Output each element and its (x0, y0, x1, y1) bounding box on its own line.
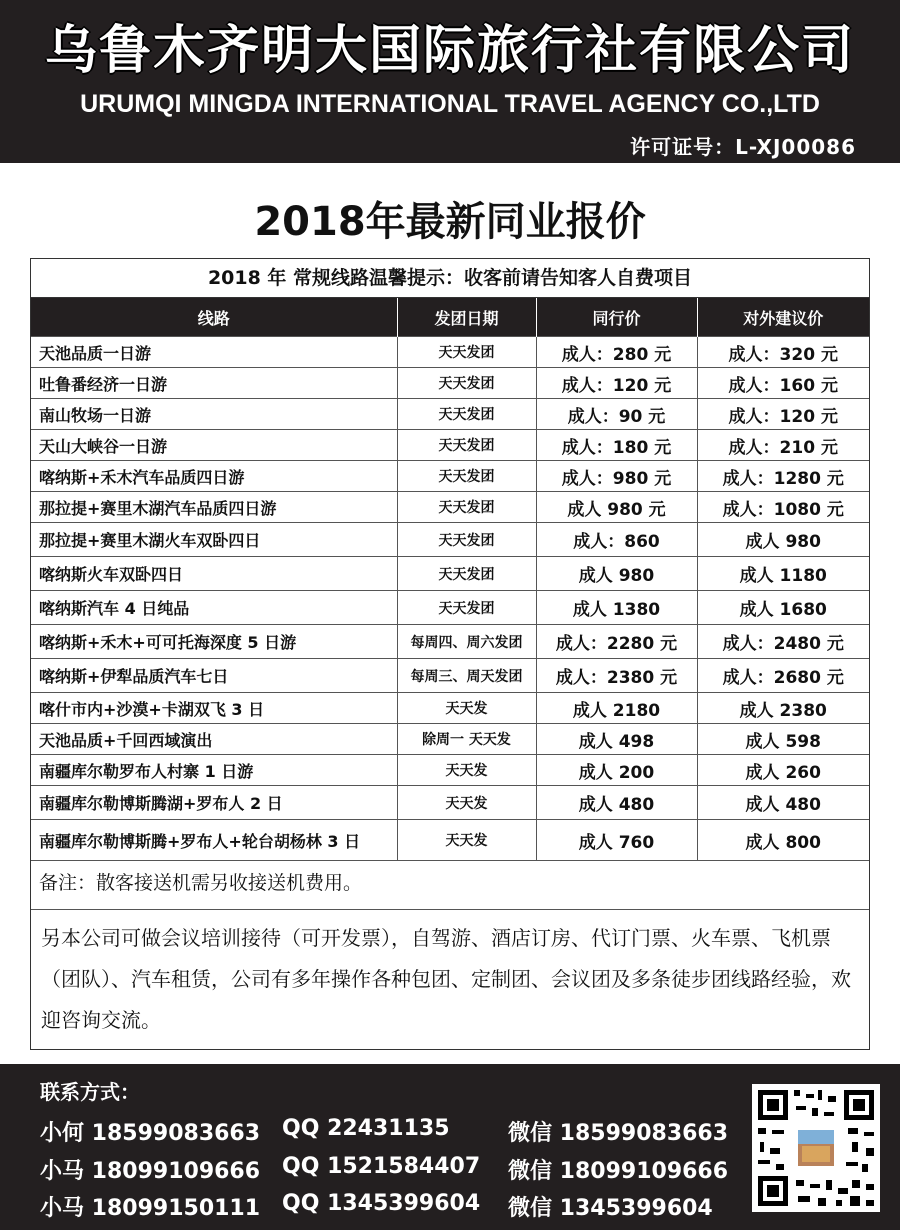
contact-wechat: 微信 18099109666 (508, 1159, 729, 1184)
peer-price-cell: 成人：2280 元 (536, 625, 697, 659)
retail-price-cell: 成人 480 (697, 786, 869, 820)
qr-code-graphic (752, 1084, 880, 1212)
table-row (31, 461, 869, 492)
header-date: 发团日期 (397, 298, 536, 337)
route-cell: 南山牧场一日游 (31, 399, 397, 430)
table-row (31, 755, 869, 786)
contact-qq: QQ 1521584407 (282, 1154, 481, 1179)
retail-price-cell: 成人 1680 (697, 591, 869, 625)
contact-heading: 联系方式： (40, 1080, 140, 1104)
date-cell: 天天发团 (397, 368, 536, 399)
route-cell: 南疆库尔勒博斯腾湖+罗布人 2 日 (31, 786, 397, 820)
retail-price-cell: 成人 260 (697, 755, 869, 786)
route-cell: 天池品质+千回西域演出 (31, 724, 397, 755)
date-cell: 天天发团 (397, 591, 536, 625)
date-cell: 每周三、周天发团 (397, 659, 536, 693)
pickup-note: 备注：散客接送机需另收接送机费用。 (31, 860, 869, 909)
date-cell: 天天发团 (397, 523, 536, 557)
table-row (31, 591, 869, 625)
peer-price-cell: 成人 498 (536, 724, 697, 755)
contact-wechat: 微信 1345399604 (508, 1196, 713, 1221)
retail-price-cell: 成人 980 (697, 523, 869, 557)
table-row (31, 693, 869, 724)
route-cell: 吐鲁番经济一日游 (31, 368, 397, 399)
peer-price-cell: 成人：860 (536, 523, 697, 557)
table-row (31, 786, 869, 820)
qr-code-icon (752, 1084, 880, 1212)
table-row (31, 337, 869, 368)
price-table (31, 298, 869, 860)
retail-price-cell: 成人：1280 元 (697, 461, 869, 492)
retail-price-cell: 成人：2480 元 (697, 625, 869, 659)
date-cell: 天天发团 (397, 461, 536, 492)
date-cell: 天天发 (397, 755, 536, 786)
route-cell: 喀纳斯+禾木汽车品质四日游 (31, 461, 397, 492)
date-cell: 天天发 (397, 820, 536, 861)
table-row (31, 659, 869, 693)
table-row (31, 368, 869, 399)
table-row (31, 430, 869, 461)
header-retail-price: 对外建议价 (697, 298, 869, 337)
peer-price-cell: 成人：180 元 (536, 430, 697, 461)
table-row (31, 557, 869, 591)
page-title: 2018年最新同业报价 (254, 199, 646, 245)
route-cell: 喀纳斯火车双卧四日 (31, 557, 397, 591)
header-banner (0, 0, 900, 163)
table-row (31, 399, 869, 430)
route-cell: 南疆库尔勒博斯腾+罗布人+轮台胡杨林 3 日 (31, 820, 397, 861)
route-cell: 天池品质一日游 (31, 337, 397, 368)
peer-price-cell: 成人 980 (536, 557, 697, 591)
peer-price-cell: 成人 480 (536, 786, 697, 820)
route-cell: 喀纳斯+伊犁品质汽车七日 (31, 659, 397, 693)
header-route: 线路 (31, 298, 397, 337)
route-cell: 喀什市内+沙漠+卡湖双飞 3 日 (31, 693, 397, 724)
company-name-cn: 乌鲁木齐明大国际旅行社有限公司 (44, 21, 855, 81)
table-row (31, 724, 869, 755)
table-row (31, 523, 869, 557)
peer-price-cell: 成人：980 元 (536, 461, 697, 492)
peer-price-cell: 成人 2180 (536, 693, 697, 724)
peer-price-cell: 成人：2380 元 (536, 659, 697, 693)
date-cell: 天天发团 (397, 492, 536, 523)
company-name-en: URUMQI MINGDA INTERNATIONAL TRAVEL AGENCY CO.,LTD (80, 90, 820, 118)
route-cell: 那拉提+赛里木湖汽车品质四日游 (31, 492, 397, 523)
date-cell: 天天发 (397, 786, 536, 820)
peer-price-cell: 成人：90 元 (536, 399, 697, 430)
peer-price-cell: 成人：120 元 (536, 368, 697, 399)
route-cell: 喀纳斯+禾木+可可托海深度 5 日游 (31, 625, 397, 659)
contact-row (40, 1191, 713, 1222)
contact-wechat: 微信 18599083663 (508, 1121, 729, 1146)
contact-name-phone: 小马 18099150111 (40, 1196, 261, 1221)
date-cell: 天天发团 (397, 337, 536, 368)
license-number: 许可证号：L-XJ00086 (630, 135, 856, 159)
retail-price-cell: 成人：120 元 (697, 399, 869, 430)
date-cell: 天天发团 (397, 430, 536, 461)
date-cell: 天天发团 (397, 399, 536, 430)
retail-price-cell: 成人 800 (697, 820, 869, 861)
retail-price-cell: 成人 2380 (697, 693, 869, 724)
contact-qq: QQ 22431135 (282, 1116, 450, 1141)
table-row (31, 492, 869, 523)
retail-price-cell: 成人：2680 元 (697, 659, 869, 693)
date-cell: 天天发 (397, 693, 536, 724)
contact-qq: QQ 1345399604 (282, 1191, 481, 1216)
date-cell: 每周四、周六发团 (397, 625, 536, 659)
table-row (31, 625, 869, 659)
date-cell: 除周一 天天发 (397, 724, 536, 755)
peer-price-cell: 成人 200 (536, 755, 697, 786)
retail-price-cell: 成人：160 元 (697, 368, 869, 399)
header-peer-price: 同行价 (536, 298, 697, 337)
retail-price-cell: 成人 1180 (697, 557, 869, 591)
retail-price-cell: 成人 598 (697, 724, 869, 755)
route-cell: 南疆库尔勒罗布人村寨 1 日游 (31, 755, 397, 786)
contact-footer (0, 1064, 900, 1230)
peer-price-cell: 成人 980 元 (536, 492, 697, 523)
retail-price-cell: 成人：210 元 (697, 430, 869, 461)
retail-price-cell: 成人：1080 元 (697, 492, 869, 523)
route-cell: 喀纳斯汽车 4 日纯品 (31, 591, 397, 625)
route-cell: 那拉提+赛里木湖火车双卧四日 (31, 523, 397, 557)
contact-row (40, 1154, 729, 1185)
peer-price-cell: 成人 760 (536, 820, 697, 861)
peer-price-cell: 成人 1380 (536, 591, 697, 625)
contact-row (40, 1116, 729, 1147)
retail-price-cell: 成人：320 元 (697, 337, 869, 368)
price-table-container (30, 258, 870, 1050)
contact-name-phone: 小何 18599083663 (40, 1121, 261, 1146)
contact-name-phone: 小马 18099109666 (40, 1159, 261, 1184)
table-tip: 2018 年 常规线路温馨提示：收客前请告知客人自费项目 (31, 259, 869, 298)
table-header-row (31, 298, 869, 337)
date-cell: 天天发团 (397, 557, 536, 591)
peer-price-cell: 成人：280 元 (536, 337, 697, 368)
route-cell: 天山大峡谷一日游 (31, 430, 397, 461)
services-description: 另本公司可做会议培训接待（可开发票），自驾游、酒店订房、代订门票、火车票、飞机票（团队）、汽车租赁，公司有多年操作各种包团、定制团、会议团及多条徒步团线路经验，欢迎咨询交流。 (31, 909, 869, 1049)
table-row (31, 820, 869, 861)
